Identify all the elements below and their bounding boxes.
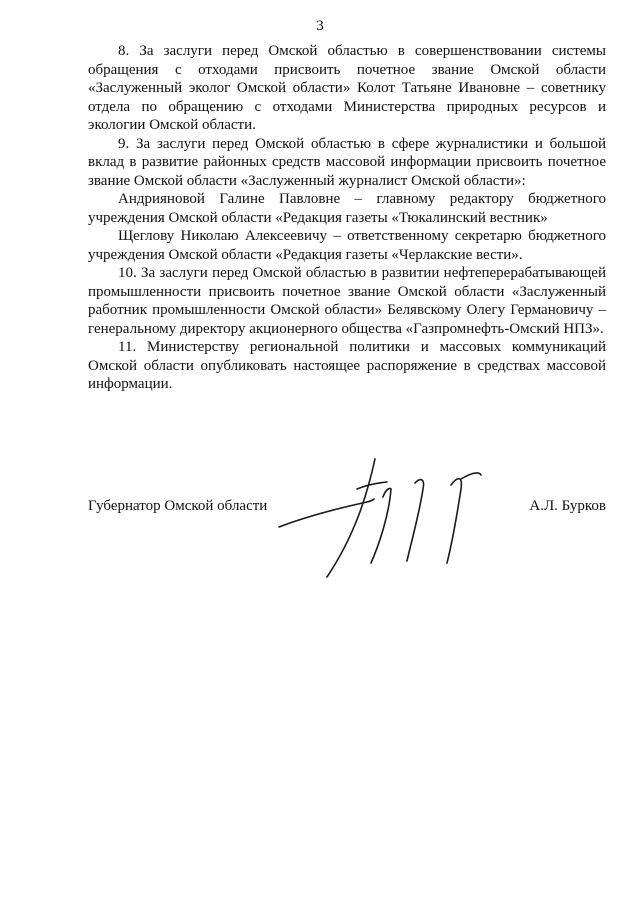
signatory-name: А.Л. Бурков [529,498,606,514]
document-body [88,42,606,394]
signature-block [0,455,640,595]
paragraph-awardee-andriyanova: Андрияновой Галине Павловне – главному редактору бюджетного учреждения Омской области «Редакция газеты «Тюкалинский вестник» [88,191,606,226]
paragraph-awardee-shcheglov: Щеглову Николаю Алексеевичу – ответственному секретарю бюджетного учреждения Омской области «Редакция газеты «Черлакские вести». [88,228,606,263]
page-number: 3 [316,18,324,34]
paragraph-item-8: 8. За заслуги перед Омской областью в совершенствовании системы обращения с отходами присвоить почетное звание Омской области «Заслуженный эколог Омской области» Колот Татьяне Ивановне – советнику отдела по обращению с отходами Министерства природных ресурсов и экологии Омской области. [88,43,606,133]
paragraph-item-9: 9. За заслуги перед Омской областью в сфере журналистики и большой вклад в развитие районных средств массовой информации присвоить почетное звание Омской области «Заслуженный журналист Омской области»: [88,135,606,189]
handwritten-signature [275,455,505,585]
signatory-position: Губернатор Омской области [88,498,268,514]
paragraph-item-11: 11. Министерству региональной политики и массовых коммуникаций Омской области опубликовать настоящее распоряжение в средствах массовой информации. [88,339,606,392]
paragraph-item-10: 10. За заслуги перед Омской областью в развитии нефтеперерабатывающей промышленности присвоить почетное звание Омской области «Заслуженный работник промышленности Омской области» Белявскому Олегу Германовичу – генеральному директору акционерного общества «Газпромнефть-Омский НПЗ». [88,265,606,337]
